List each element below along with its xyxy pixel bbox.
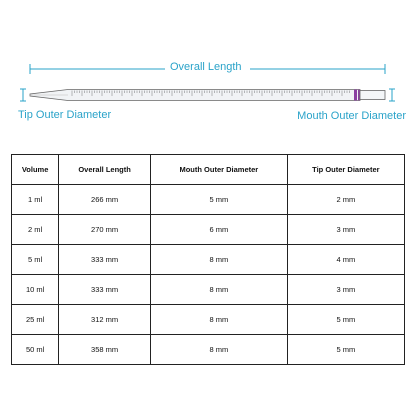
cell-tip-diameter: 3 mm: [287, 275, 404, 305]
cell-volume: 1 ml: [12, 185, 59, 215]
cell-tip-diameter: 3 mm: [287, 215, 404, 245]
cell-tip-diameter: 2 mm: [287, 185, 404, 215]
cell-overall-length: 358 mm: [59, 335, 151, 365]
cell-overall-length: 333 mm: [59, 275, 151, 305]
cell-volume: 50 ml: [12, 335, 59, 365]
pipette-diagram: [0, 0, 416, 140]
cell-tip-diameter: 4 mm: [287, 245, 404, 275]
cell-mouth-diameter: 8 mm: [150, 275, 287, 305]
color-band: [358, 90, 360, 101]
cell-mouth-diameter: 6 mm: [150, 215, 287, 245]
table-row: [12, 275, 405, 305]
tip-diameter-marker: [20, 89, 26, 101]
cell-mouth-diameter: 5 mm: [150, 185, 287, 215]
cell-tip-diameter: 5 mm: [287, 335, 404, 365]
cell-mouth-diameter: 8 mm: [150, 245, 287, 275]
header-tip-diameter: Tip Outer Diameter: [287, 155, 404, 185]
mouth-diameter-marker: [389, 89, 395, 101]
cell-mouth-diameter: 8 mm: [150, 305, 287, 335]
cell-overall-length: 333 mm: [59, 245, 151, 275]
pipette-body: [30, 90, 385, 101]
cell-volume: 10 ml: [12, 275, 59, 305]
table-row: [12, 335, 405, 365]
cell-overall-length: 266 mm: [59, 185, 151, 215]
mouth-diameter-label: Mouth Outer Diameter: [297, 110, 406, 122]
cell-overall-length: 270 mm: [59, 215, 151, 245]
table-row: [12, 245, 405, 275]
cell-volume: 25 ml: [12, 305, 59, 335]
table-row: [12, 185, 405, 215]
tip-diameter-label: Tip Outer Diameter: [18, 109, 112, 121]
header-mouth-diameter: Mouth Outer Diameter: [150, 155, 287, 185]
overall-length-label: Overall Length: [170, 61, 242, 73]
cell-volume: 2 ml: [12, 215, 59, 245]
cell-overall-length: 312 mm: [59, 305, 151, 335]
color-band: [354, 90, 357, 101]
header-volume: Volume: [12, 155, 59, 185]
table-row: [12, 215, 405, 245]
spec-table: [11, 154, 405, 365]
cell-mouth-diameter: 8 mm: [150, 335, 287, 365]
header-overall-length: Overall Length: [59, 155, 151, 185]
cell-tip-diameter: 5 mm: [287, 305, 404, 335]
table-header-row: [12, 155, 405, 185]
cell-volume: 5 ml: [12, 245, 59, 275]
table-row: [12, 305, 405, 335]
